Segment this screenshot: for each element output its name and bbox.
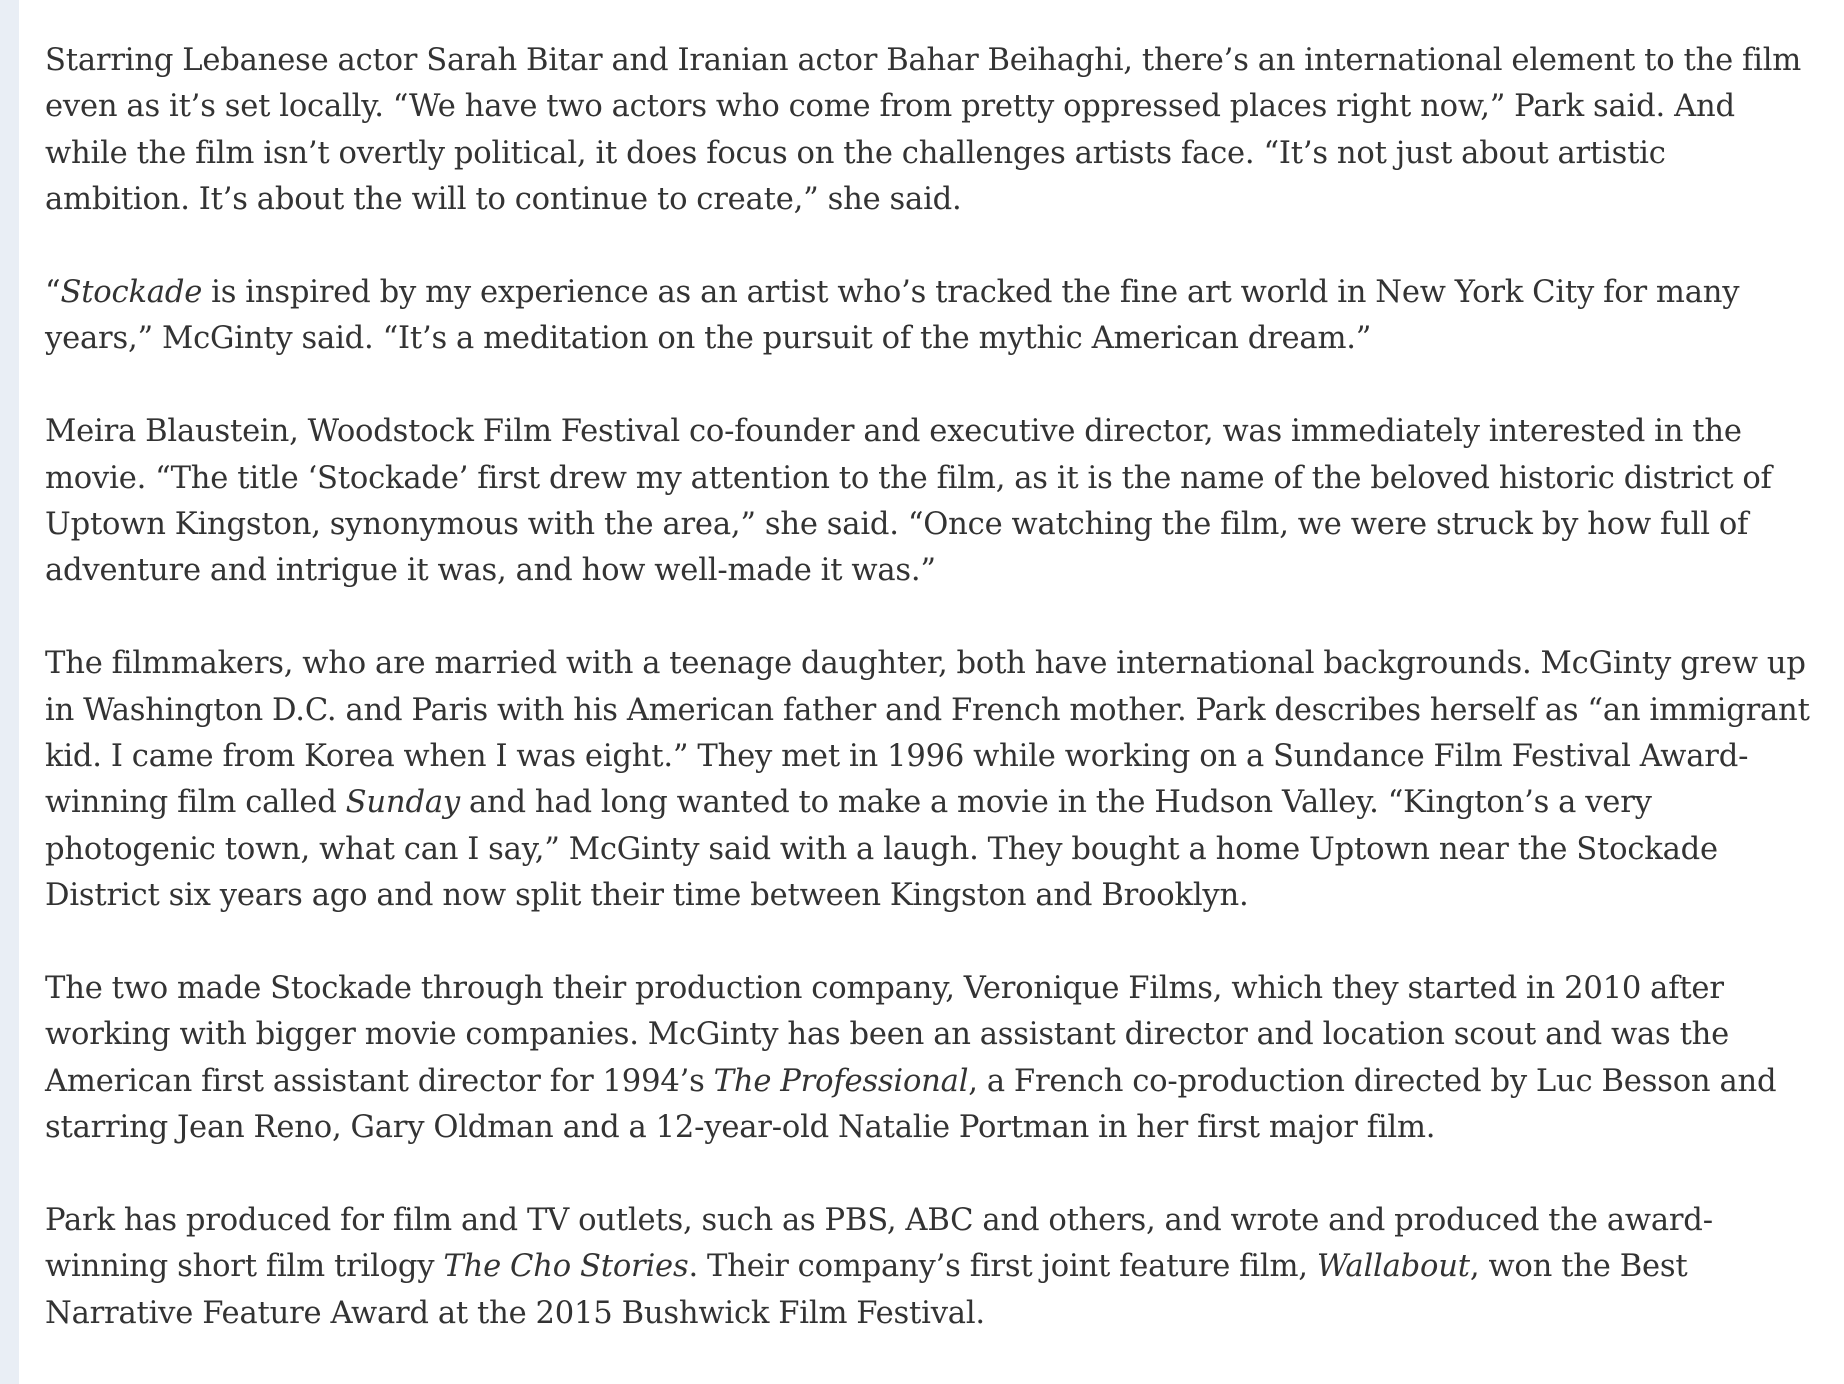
italic-title-text: Wallabout <box>1316 1249 1470 1285</box>
article-paragraph <box>45 1198 1815 1337</box>
article-paragraph <box>45 270 1815 363</box>
paragraph-text: , won the Best Narrative Feature Award at the 2015 Bushwick Film Festival. <box>45 1249 1688 1331</box>
paragraph-text: “ <box>45 275 61 311</box>
paragraph-text: The filmmakers, who are married with a teenage daughter, both have international backgrounds. McGinty grew up in Washington D.C. and Paris with his American father and French mother. Park describes herself as “an immigrant kid. I came from Korea when I was eight.” They met in 1996 while working on a Sundance Film Festival Award-winning film called <box>45 646 1810 821</box>
paragraph-text: , a French co-production directed by Luc Besson and starring Jean Reno, Gary Oldman and a 12-year-old Natalie Portman in her first major film. <box>45 1063 1777 1146</box>
paragraph-text: Meira Blaustein, Woodstock Film Festival co-founder and executive director, was immediately interested in the movie. “The title ‘Stockade’ first drew my attention to the film, as it is the name of the beloved historic district of Uptown Kingston, synonymous with the area,” she said. “Once watching the film, we were struck by how full of adventure and intrigue it was, and how well-made it was.” <box>45 414 1772 589</box>
article-paragraph <box>45 409 1815 595</box>
paragraph-text: is inspired by my experience as an artist who’s tracked the fine art world in New York City for many years,” McGinty said. “It’s a meditation on the pursuit of the mythic American dream.” <box>45 275 1740 357</box>
article-paragraph <box>45 38 1815 224</box>
paragraph-text: Starring Lebanese actor Sarah Bitar and Iranian actor Bahar Beihaghi, there’s an international element to the film even as it’s set locally. “We have two actors who come from pretty oppressed places right now,” Park said. And while the film isn’t overtly political, it does focus on the challenges artists face. “It’s not just about artistic ambition. It’s about the will to continue to create,” she said. <box>45 43 1802 218</box>
left-margin-bar <box>0 0 19 1384</box>
italic-title-text: Sunday <box>345 785 460 821</box>
paragraph-text: Park has produced for film and TV outlets, such as PBS, ABC and others, and wrote and produced the award-winning short film trilogy <box>45 1203 1713 1285</box>
article-paragraph <box>45 641 1815 919</box>
paragraph-text: . Their company’s first joint feature film, <box>688 1249 1317 1285</box>
italic-title-text: The Professional <box>713 1063 969 1099</box>
article-body <box>45 38 1815 1384</box>
italic-title-text: Stockade <box>60 275 203 311</box>
italic-title-text: The Cho Stories <box>443 1249 689 1285</box>
article-paragraph <box>45 966 1815 1152</box>
paragraph-text: The two made Stockade through their production company, Veronique Films, which they started in 2010 after working with bigger movie companies. McGinty has been an assistant director and location scout and was the American first assistant director for 1994’s <box>45 971 1730 1099</box>
paragraph-text: and had long wanted to make a movie in the Hudson Valley. “Kington’s a very photogenic town, what can I say,” McGinty said with a laugh. They bought a home Uptown near the Stockade District six years ago and now split their time between Kingston and Brooklyn. <box>45 785 1718 914</box>
